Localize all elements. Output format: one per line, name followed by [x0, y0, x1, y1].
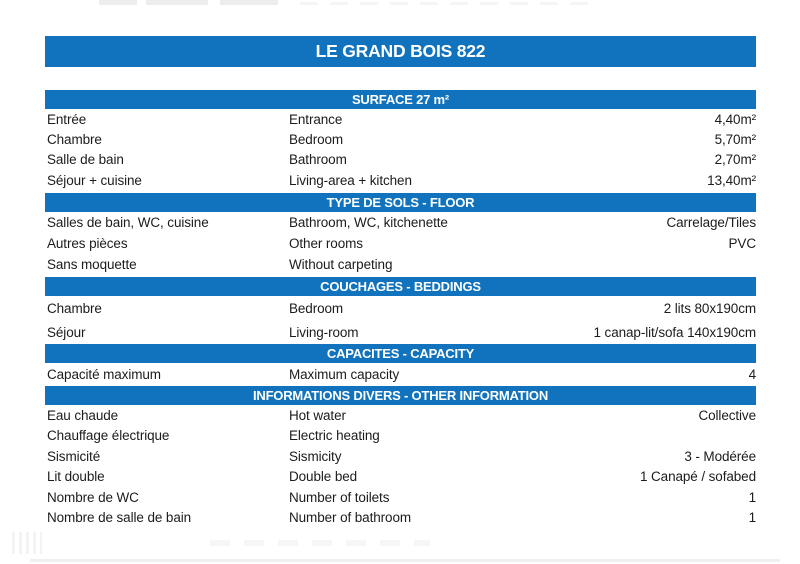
row-label-fr: Eau chaude [47, 407, 119, 423]
table-row [45, 446, 756, 467]
row-label-fr: Salles de bain, WC, cuisine [47, 215, 209, 231]
section-rows-capacity [45, 363, 756, 385]
table-row [45, 405, 756, 426]
row-value: 1 canap-lit/sofa 140x190cm [593, 324, 756, 340]
scan-artifact-bottom [12, 532, 42, 554]
section-header-label: COUCHAGES - BEDDINGS [320, 279, 481, 295]
row-label-en: Number of bathroom [289, 510, 412, 526]
row-value: 2 lits 80x190cm [663, 300, 756, 316]
document-sheet [45, 0, 756, 528]
section-header-label: SURFACE 27 m² [351, 92, 450, 107]
table-row [45, 254, 756, 275]
row-label-en: Maximum capacity [289, 366, 400, 382]
table-row [45, 508, 756, 529]
table-row [45, 296, 756, 320]
row-label-en: Other rooms [289, 236, 363, 252]
row-label-en: Hot water [289, 407, 346, 423]
row-value: 1 Canapé / sofabed [639, 469, 756, 485]
row-label-en: Living-room [289, 324, 359, 340]
row-label-en: Bathroom [289, 152, 347, 168]
section-rows-other-information [45, 405, 756, 528]
row-label-fr: Salle de bain [47, 152, 124, 168]
row-label-fr: Chambre [47, 300, 102, 316]
section-header-label: TYPE DE SOLS - FLOOR [326, 195, 475, 211]
row-value: Collective [698, 407, 756, 423]
row-value: 5,70m² [714, 131, 756, 147]
row-label-en: Without carpeting [289, 257, 393, 273]
section-header-floor [45, 193, 756, 212]
section-header-other-information [45, 386, 756, 405]
row-value: 1 [748, 489, 756, 505]
row-label-fr: Sismicité [47, 448, 101, 464]
row-value: 13,40m² [707, 172, 756, 188]
table-row [45, 467, 756, 488]
table-row [45, 487, 756, 508]
section-header-surface [45, 90, 756, 109]
table-row [45, 426, 756, 447]
section-header-beddings [45, 277, 756, 296]
row-label-fr: Séjour + cuisine [47, 172, 142, 188]
section-header-capacity [45, 344, 756, 363]
row-value: 4,40m² [714, 111, 756, 127]
row-label-fr: Capacité maximum [47, 366, 161, 382]
table-row [45, 109, 756, 129]
row-value: 2,70m² [714, 152, 756, 168]
table-row [45, 320, 756, 344]
row-label-en: Bathroom, WC, kitchenette [289, 215, 448, 231]
section-rows-surface [45, 109, 756, 190]
page-title: LE GRAND BOIS 822 [315, 41, 486, 61]
row-label-en: Number of toilets [289, 489, 390, 505]
row-label-en: Sismicity [289, 448, 342, 464]
row-label-en: Bedroom [289, 131, 344, 147]
row-label-fr: Autres pièces [47, 236, 128, 252]
row-label-en: Electric heating [289, 428, 380, 444]
scan-artifact-bottom [30, 559, 780, 562]
table-row [45, 233, 756, 254]
section-rows-beddings [45, 296, 756, 344]
row-value: 1 [748, 510, 756, 526]
row-label-fr: Entrée [47, 111, 87, 127]
row-label-en: Living-area + kitchen [289, 172, 412, 188]
section-header-label: CAPACITES - CAPACITY [326, 346, 475, 362]
row-label-fr: Sans moquette [47, 257, 137, 273]
section-rows-floor [45, 212, 756, 275]
row-value: 3 - Modérée [684, 448, 756, 464]
row-label-fr: Chambre [47, 131, 102, 147]
row-label-fr: Lit double [47, 469, 105, 485]
row-label-fr: Séjour [47, 324, 86, 340]
table-row [45, 212, 756, 233]
row-value: 4 [748, 366, 756, 382]
row-label-fr: Nombre de salle de bain [47, 510, 192, 526]
table-row [45, 150, 756, 170]
row-value: PVC [728, 236, 756, 252]
row-value: Carrelage/Tiles [666, 215, 756, 231]
row-label-en: Bedroom [289, 300, 344, 316]
table-row [45, 129, 756, 149]
scan-artifact-bottom [210, 540, 430, 546]
row-label-en: Double bed [289, 469, 358, 485]
row-label-fr: Chauffage électrique [47, 428, 170, 444]
title-bar [45, 36, 756, 67]
section-header-label: INFORMATIONS DIVERS - OTHER INFORMATION [252, 388, 549, 404]
row-label-en: Entrance [289, 111, 343, 127]
table-row [45, 363, 756, 385]
row-label-fr: Nombre de WC [47, 489, 139, 505]
table-row [45, 170, 756, 190]
